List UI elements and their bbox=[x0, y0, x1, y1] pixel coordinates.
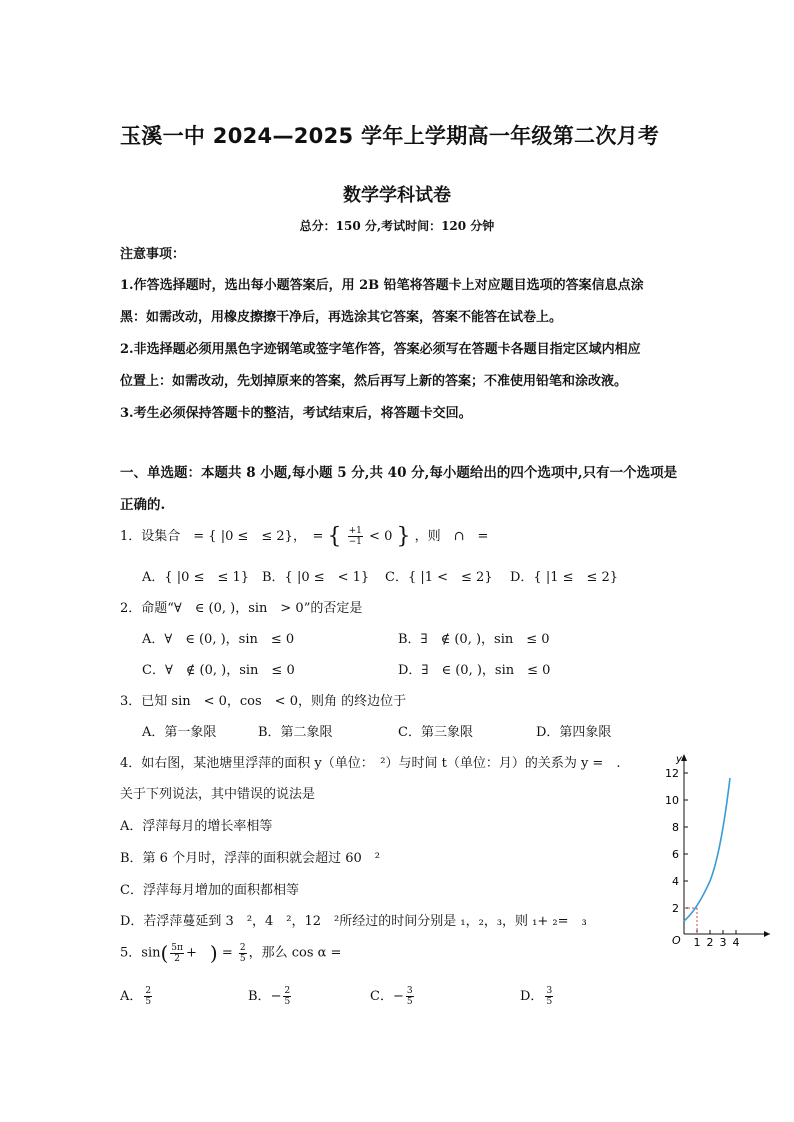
q5-rhs-den: 5 bbox=[239, 953, 246, 964]
question-4: 4．如右图，某池塘里浮萍的面积 y（单位： ²）与时间 t（单位：月）的关系为 y = . bbox=[120, 756, 621, 771]
q3-option-c: C．第三象限 bbox=[398, 725, 473, 740]
note-line: 1.作答选择题时，选出每小题答案后，用 2B 铅笔将答题卡上对应题目选项的答案信息点涂 bbox=[120, 278, 644, 293]
q5-inner-den: 2 bbox=[174, 953, 180, 964]
question-1 bbox=[120, 524, 488, 549]
q1-frac-den: −1 bbox=[348, 537, 362, 547]
question-4-cont: 关于下列说法，其中错误的说法是 bbox=[120, 787, 316, 802]
q2-option-a: A．∀ ∈ (0, )，sin ≤ 0 bbox=[142, 632, 295, 647]
q1-stem-c: ，则 ∩ = bbox=[414, 529, 489, 544]
q5-option-c-den: 5 bbox=[406, 997, 413, 1007]
x-ticks bbox=[694, 930, 740, 949]
note-line: 3.考生必须保持答题卡的整洁，考试结束后，将答题卡交回。 bbox=[120, 406, 472, 421]
y-tick-label: 6 bbox=[672, 848, 679, 861]
paren-open-icon: ( bbox=[160, 941, 169, 965]
y-tick-label: 4 bbox=[672, 875, 679, 888]
origin-label: O bbox=[672, 934, 681, 947]
q5-option-d-fraction bbox=[545, 986, 553, 1007]
q1-option-b: B．{ |0 ≤ < 1} bbox=[262, 570, 370, 585]
q5-pre: 5．sin bbox=[120, 945, 161, 961]
q5-option-d-den: 5 bbox=[546, 997, 553, 1007]
brace-close-icon: } bbox=[396, 524, 411, 549]
q1-frac-num: +1 bbox=[348, 526, 362, 536]
y-tick-label: 8 bbox=[672, 821, 679, 834]
q5-option-b-fraction bbox=[283, 986, 291, 1007]
question-3: 3．已知 sin < 0，cos < 0，则角 的终边位于 bbox=[120, 694, 407, 709]
q5-rhs-num: 2 bbox=[239, 942, 246, 953]
q5-option-c-fraction bbox=[406, 986, 414, 1007]
growth-curve bbox=[684, 778, 730, 921]
x-tick-label: 2 bbox=[706, 936, 714, 949]
q1-stem-a: 1．设集合 = { |0 ≤ ≤ 2}， = bbox=[120, 529, 324, 544]
q4-option-c: C．浮萍每月增加的面积都相等 bbox=[120, 883, 299, 898]
brace-open-icon: { bbox=[327, 524, 342, 549]
x-tick-label: 3 bbox=[719, 936, 727, 949]
section-heading-cont: 正确的. bbox=[120, 497, 166, 513]
q2-option-b: B．∃ ∉ (0, )，sin ≤ 0 bbox=[398, 632, 550, 647]
note-line: 2.非选择题必须用黑色字迹钢笔或签字笔作答，答案必须写在答题卡各题目指定区域内相应 bbox=[120, 342, 641, 357]
q5-option-c bbox=[370, 985, 416, 1007]
q5-option-a-num: 2 bbox=[145, 986, 152, 996]
y-tick-label: 12 bbox=[665, 767, 679, 780]
y-axis-label: y bbox=[676, 754, 682, 765]
q1-option-a: A．{ |0 ≤ ≤ 1} bbox=[142, 570, 250, 585]
q4-option-b: B．第 6 个月时，浮萍的面积就会超过 60 ² bbox=[120, 851, 380, 866]
q5-post: ，那么 cos α = bbox=[248, 945, 342, 961]
section-heading: 一、单选题：本题共 8 小题,每小题 5 分,共 40 分,每小题给出的四个选项中,只有一个选项是 bbox=[120, 465, 678, 481]
growth-graph bbox=[660, 748, 780, 958]
q5-option-b-num: 2 bbox=[284, 986, 291, 996]
q5-option-d-label: D． bbox=[520, 989, 544, 1004]
q1-option-d: D．{ |1 ≤ ≤ 2} bbox=[510, 570, 619, 585]
q5-option-d-num: 3 bbox=[546, 986, 553, 996]
y-tick-label: 10 bbox=[665, 794, 679, 807]
question-5 bbox=[120, 941, 341, 965]
exam-subtitle: 数学学科试卷 bbox=[343, 185, 451, 206]
question-2: 2．命题“∀ ∈ (0, )，sin > 0”的否定是 bbox=[120, 601, 363, 616]
q5-option-a bbox=[120, 985, 154, 1007]
q5-option-b-sign: − bbox=[270, 989, 282, 1004]
q2-option-c: C．∀ ∉ (0, )，sin ≤ 0 bbox=[142, 663, 295, 678]
q5-eq: = bbox=[221, 945, 233, 961]
q3-option-a: A．第一象限 bbox=[142, 725, 217, 740]
q5-option-d bbox=[520, 985, 555, 1007]
q5-option-b bbox=[248, 985, 293, 1007]
exam-meta: 总分：150 分,考试时间：120 分钟 bbox=[299, 219, 495, 233]
q5-inner-fraction bbox=[170, 943, 184, 964]
q2-option-d: D．∃ ∈ (0, )，sin ≤ 0 bbox=[398, 663, 551, 678]
q5-option-c-label: C． bbox=[370, 989, 393, 1004]
q5-option-b-den: 5 bbox=[284, 997, 291, 1007]
q4-option-d: D．若浮萍蔓延到 3 ²，4 ²，12 ²所经过的时间分别是 ₁，₂，₃，则 ₁+ ₂= ₃ bbox=[120, 914, 587, 929]
y-ticks bbox=[665, 767, 688, 915]
q5-option-c-num: 3 bbox=[406, 986, 413, 996]
q4-option-a: A．浮萍每月的增长率相等 bbox=[120, 819, 273, 834]
q3-option-b: B．第二象限 bbox=[258, 725, 333, 740]
note-line: 黑：如需改动，用橡皮擦擦干净后，再选涂其它答案，答案不能答在试卷上。 bbox=[120, 310, 563, 325]
q5-option-a-label: A． bbox=[120, 989, 143, 1004]
x-tick-label: 4 bbox=[732, 936, 740, 949]
x-axis-arrow-icon bbox=[764, 931, 770, 937]
q1-fraction bbox=[348, 526, 363, 547]
q5-option-a-den: 5 bbox=[145, 997, 152, 1007]
q5-option-c-sign: − bbox=[392, 989, 404, 1004]
q1-option-c: C．{ |1 < ≤ 2} bbox=[385, 570, 493, 585]
paren-close-icon: ) bbox=[209, 941, 218, 965]
q5-inner-rest: + bbox=[185, 945, 210, 961]
q5-option-b-label: B． bbox=[248, 989, 271, 1004]
q5-rhs-fraction bbox=[239, 943, 247, 964]
q3-option-d: D．第四象限 bbox=[536, 725, 612, 740]
q1-stem-b: < 0 bbox=[369, 529, 393, 544]
q5-inner-num: 5π bbox=[171, 942, 183, 953]
exam-title: 玉溪一中 2024—2025 学年上学期高一年级第二次月考 bbox=[120, 124, 660, 148]
note-line: 位置上：如需改动，先划掉原来的答案，然后再写上新的答案；不准使用铅笔和涂改液。 bbox=[120, 374, 628, 389]
notes-label: 注意事项： bbox=[120, 247, 186, 262]
x-tick-label: 1 bbox=[693, 936, 701, 949]
y-tick-label: 2 bbox=[672, 902, 679, 915]
q5-option-a-fraction bbox=[144, 986, 152, 1007]
